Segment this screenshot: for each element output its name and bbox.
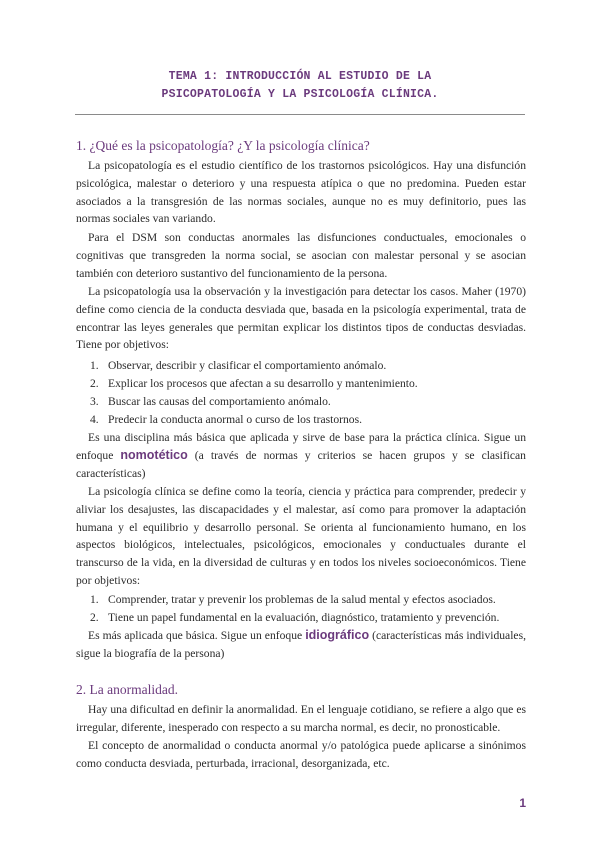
section-2-paragraph-2: El concepto de anormalidad o conducta anormal y/o patológica puede aplicarse a sinónimos como conducta desviada, perturbada, irracional, desorganizada, etc. — [76, 739, 526, 770]
p4-text-after: (a través de normas y criterios se hacen grupos y se clasifican características) — [76, 448, 526, 480]
p4-text-before: Es una disciplina más básica que aplicada y sirve de base para la práctica clínica. Sigue un enfoque — [76, 431, 526, 462]
page-number: 1 — [519, 796, 526, 810]
list-number: 2. — [90, 611, 99, 624]
section-1-paragraph-5: La psicología clínica se define como la teoría, ciencia y práctica para comprender, predecir y aliviar los desajustes, las discapacidades y el malestar, así como para promover la adaptación humana y el equilibrio y desarrollo personal. Se orienta al funcionamiento humano, en los aspectos biológicos, intelectuales, psicológicos, emocionales y conductuales durante el transcurso de la vida, en la diversidad de culturas y en todos los niveles socioeconómicos. Tiene por objetivos: — [76, 485, 526, 587]
p6-text-before: Es más aplicada que básica. Sigue un enfoque — [88, 629, 306, 642]
list-number: 2. — [90, 377, 99, 390]
list-number: 3. — [90, 395, 99, 408]
list-text: Buscar las causas del comportamiento anómalo. — [108, 395, 331, 408]
section-2-heading: 2. La anormalidad. — [76, 682, 178, 697]
section-1-paragraph-2: Para el DSM son conductas anormales las disfunciones conductuales, emocionales o cognitivas que transgreden la norma social, se asocian con malestar personal y se asocian también con deterioro sustantivo del funcionamiento de la persona. — [76, 231, 526, 280]
title-line-1: TEMA 1: INTRODUCCIÓN AL ESTUDIO DE LA — [168, 70, 432, 83]
list-text: Observar, describir y clasificar el comportamiento anómalo. — [108, 359, 387, 372]
list-text: Tiene un papel fundamental en la evaluación, diagnóstico, tratamiento y prevención. — [108, 611, 500, 624]
list-number: 4. — [90, 413, 99, 426]
list-text: Comprender, tratar y prevenir los problemas de la salud mental y efectos asociados. — [108, 593, 496, 606]
list-number: 1. — [90, 359, 99, 372]
idiographic-term: idiográfico — [305, 628, 370, 642]
section-1-paragraph-3: La psicopatología usa la observación y la investigación para detectar los casos. Maher (1970) define como ciencia de la conducta desviada que, basada en la psicología experimental, trata de encontrar las leyes generales que permitan explicar los distintos tipos de conductas desviadas. Tiene por objetivos: — [76, 285, 526, 352]
section-1-paragraph-1: La psicopatología es el estudio científico de los trastornos psicológicos. Hay una disfunción psicológica, malestar o deterioro y una respuesta atípica o que no predomina. Pueden estar asociados a la transgresión de las normas sociales, aunque no es muy definitorio, pues las normas sociales van variando. — [76, 159, 526, 226]
title-line-2: PSICOPATOLOGÍA Y LA PSICOLOGÍA CLÍNICA. — [161, 88, 439, 101]
section-1-paragraph-4 — [76, 429, 526, 482]
list-number: 1. — [90, 593, 99, 606]
section-1-heading: 1. ¿Qué es la psicopatología? ¿Y la psicología clínica? — [76, 138, 370, 153]
nomothetic-term: nomotético — [120, 447, 188, 462]
p6-text-after: (características más individuales, sigue la biografía de la persona) — [76, 629, 526, 660]
list-text: Predecir la conducta anormal o curso de los trastornos. — [108, 413, 363, 426]
list-text: Explicar los procesos que afectan a su desarrollo y mantenimiento. — [108, 377, 418, 390]
document-title — [70, 68, 530, 104]
section-1-paragraph-6 — [76, 627, 526, 663]
section-2-paragraph-1: Hay una dificultad en definir la anormalidad. En el lenguaje cotidiano, se refiere a algo que es irregular, diferente, inesperado con respecto a su marcha normal, es decir, no pronosticable. — [76, 703, 526, 734]
title-divider — [75, 114, 525, 115]
